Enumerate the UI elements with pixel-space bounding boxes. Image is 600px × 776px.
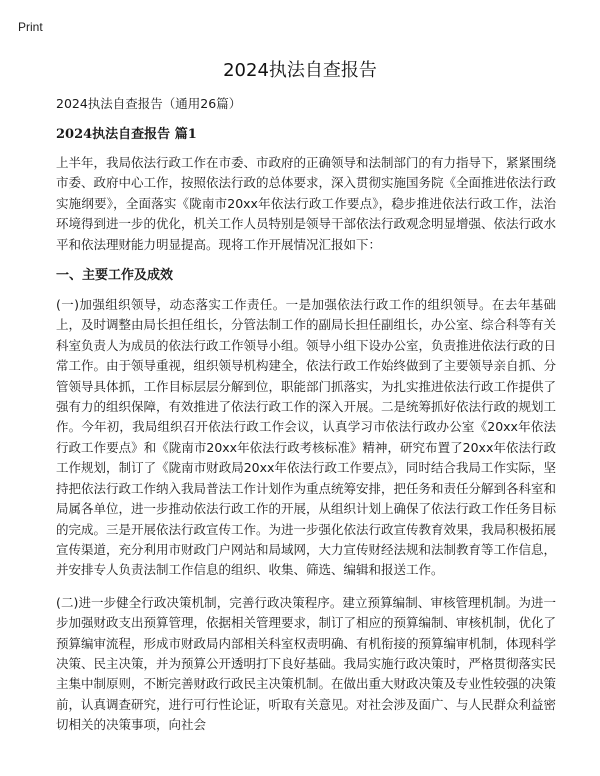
body-paragraph: (一)加强组织领导，动态落实工作责任。一是加强依法行政工作的组织领导。在去年基础上，及时调整由局长担任组长，分管法制工作的副局长担任副组长，办公室、综合科等有关科室负责人为成员的依法行政工作领导小组。领导小组下设办公室，负责推进依法行政的日常工作。由于领导重视，组织领导机构建全，依法行政工作始终做到了主要领导亲自抓、分管领导具体抓，工作目标层层分解到位，职能部门抓落实，为扎实推进依法行政工作提供了强有力的组织保障，有效推进了依法行政工作的深入开展。二是统筹抓好依法行政的规划工作。今年初，我局组织召开依法行政工作会议，认真学习市依法行政办公室《20xx年依法行政工作要点》和《陇南市20xx年依法行政考核标准》精神，研究布置了20xx年依法行政工作规划，制订了《陇南市财政局20xx年依法行政工作要点》，同时结合我局工作实际，坚持把依法行政工作纳入我局普法工作计划作为重点统筹安排，把任务和责任分解到各科室和局属各单位，进一步推动依法行政工作的开展，从组织计划上确保了依法行政工作任务目标的完成。三是开展依法行政宣传工作。为进一步强化依法行政宣传教育效果，我局积极拓展宣传渠道，充分利用市财政门户网站和局域网，大力宣传财经法规和法制教育等工作信息，并安排专人负责法制工作信息的组织、收集、筛选、编辑和报送工作。 xyxy=(56,297,557,578)
intro-paragraph: 上半年，我局依法行政工作在市委、市政府的正确领导和法制部门的有力指导下，紧紧围绕市委、政府中心工作，按照依法行政的总体要求，深入贯彻实施国务院《全面推进依法行政实施纲要》，全面落实《陇南市20xx年依法行政工作要点》，稳步推进依法行政工作，法治环境得到进一步的优化，机关工作人员特别是领导干部依法行政观念明显增强、依法行政水平和依法理财能力明显提高。现将工作开展情况汇报如下： xyxy=(56,155,557,252)
document-title: 2024执法自查报告 xyxy=(223,60,377,81)
article-heading: 2024执法自查报告 篇1 xyxy=(56,127,197,142)
print-link[interactable]: Print xyxy=(18,20,43,34)
document-subtitle: 2024执法自查报告（通用26篇） xyxy=(56,96,242,111)
document-body xyxy=(56,96,556,748)
body-paragraph: (二)进一步健全行政决策机制，完善行政决策程序。建立预算编制、审核管理机制。为进一步加强财政支出预算管理，依据相关管理要求，制订了相应的预算编制、审核机制，优化了预算编审流程，形成市财政局内部相关科室权责明确、有机衔接的预算编审机制，体现科学决策、民主决策，并为预算公开透明打下良好基础。我局实施行政决策时，严格贯彻落实民主集中制原则，不断完善财政行政民主决策机制。在做出重大财政决策及专业性较强的决策前，认真调查研究，进行可行性论证，听取有关意见。对社会涉及面广、与人民群众利益密切相关的决策事项，向社会 xyxy=(56,594,557,733)
section-heading: 一、主要工作及成效 xyxy=(56,268,174,284)
